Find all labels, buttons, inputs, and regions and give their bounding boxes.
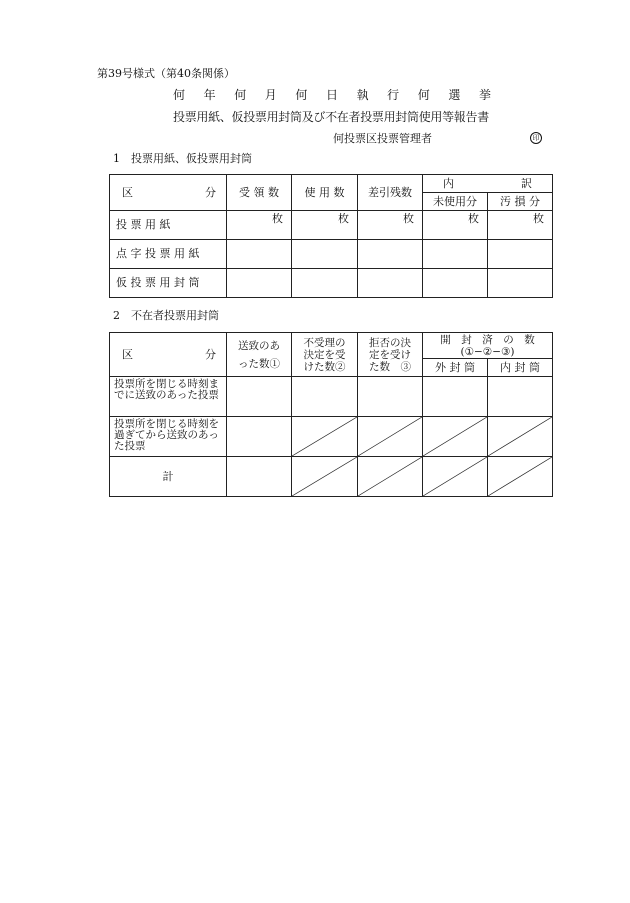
crossed-cell — [292, 417, 358, 457]
header-category-char: 区 — [122, 185, 133, 199]
election-char: 行 — [387, 88, 400, 102]
empty-cell — [423, 377, 488, 417]
empty-cell — [227, 377, 292, 417]
header-category-char: 区 — [122, 347, 133, 361]
empty-cell — [358, 240, 423, 269]
diagonal-line — [358, 457, 422, 496]
ballot-usage-table — [109, 174, 553, 298]
unit-label: 枚 — [227, 211, 292, 240]
empty-cell — [488, 240, 553, 269]
election-char: 何 — [295, 88, 308, 102]
crossed-cell — [488, 457, 553, 497]
form-number: 第39号様式（第40条関係） — [97, 67, 235, 80]
row-label: 投 票 用 紙 — [110, 211, 227, 240]
header-inner-envelope: 内 封 筒 — [488, 359, 553, 377]
crossed-cell — [423, 457, 488, 497]
diagonal-line — [358, 417, 422, 456]
diagonal-line — [488, 457, 552, 496]
election-char: 日 — [325, 88, 338, 102]
diagonal-line — [488, 417, 552, 456]
election-char: 何 — [234, 88, 247, 102]
election-char: 何 — [173, 88, 186, 102]
crossed-cell — [358, 417, 423, 457]
diagonal-line — [292, 457, 357, 496]
crossed-cell — [358, 457, 423, 497]
unit-label: 枚 — [292, 211, 358, 240]
header-received: 受 領 数 — [227, 175, 292, 211]
empty-cell — [423, 269, 488, 298]
header-opened-line: (①−②−③) — [460, 345, 515, 358]
election-char: 年 — [203, 88, 216, 102]
row-label: 投票所を閉じる時刻を過ぎてから送致のあった投票 — [110, 417, 227, 457]
header-remaining: 差引残数 — [358, 175, 423, 211]
election-char: 挙 — [478, 88, 491, 102]
empty-cell — [227, 240, 292, 269]
header-breakdown-char: 内 — [443, 176, 454, 190]
election-char: 月 — [264, 88, 277, 102]
empty-cell — [292, 269, 358, 298]
header-damaged: 汚 損 分 — [488, 193, 553, 211]
row-label: 投票所を閉じる時刻までに送致のあった投票 — [110, 377, 227, 417]
unit-label: 枚 — [358, 211, 423, 240]
unit-label: 枚 — [488, 211, 553, 240]
section2-heading: 2 不在者投票用封筒 — [113, 309, 219, 322]
election-char: 何 — [417, 88, 430, 102]
crossed-cell — [488, 417, 553, 457]
empty-cell — [292, 240, 358, 269]
election-title — [173, 88, 491, 102]
empty-cell — [292, 377, 358, 417]
diagonal-line — [292, 417, 357, 456]
header-rejected-line: 拒否の決 — [369, 336, 411, 349]
empty-cell — [358, 377, 423, 417]
unit-label: 枚 — [423, 211, 488, 240]
header-category — [110, 175, 227, 211]
manager-label: 何投票区投票管理者 — [333, 132, 432, 145]
empty-cell — [488, 269, 553, 298]
header-not-accepted — [292, 333, 358, 377]
absentee-envelope-table — [109, 332, 553, 497]
diagonal-line — [423, 417, 487, 456]
header-sent-line: 送致のあ — [238, 339, 280, 352]
crossed-cell — [423, 417, 488, 457]
header-breakdown — [423, 175, 553, 193]
header-opened — [423, 333, 553, 359]
header-unused: 未使用分 — [423, 193, 488, 211]
header-rejected-line: 定を受け — [369, 348, 411, 361]
empty-cell — [358, 269, 423, 298]
header-used: 使 用 数 — [292, 175, 358, 211]
header-category — [110, 333, 227, 377]
diagonal-line — [423, 457, 487, 496]
header-rejected — [358, 333, 423, 377]
header-category-char: 分 — [205, 347, 216, 361]
header-breakdown-char: 訳 — [521, 176, 532, 190]
header-opened-line: 開 封 済 の 数 — [440, 333, 535, 346]
empty-cell — [423, 240, 488, 269]
empty-cell — [227, 269, 292, 298]
election-char: 執 — [356, 88, 369, 102]
header-outer-envelope: 外 封 筒 — [423, 359, 488, 377]
header-not-accepted-line: けた数② — [303, 360, 346, 373]
row-label: 仮 投 票 用 封 筒 — [110, 269, 227, 298]
header-category-char: 分 — [205, 185, 216, 199]
row-label-total: 計 — [110, 457, 227, 497]
header-sent — [227, 333, 292, 377]
empty-cell — [227, 417, 292, 457]
empty-cell — [227, 457, 292, 497]
header-not-accepted-line: 決定を受 — [303, 348, 346, 361]
row-label: 点 字 投 票 用 紙 — [110, 240, 227, 269]
seal-icon: 印 — [530, 132, 542, 144]
empty-cell — [488, 377, 553, 417]
header-not-accepted-line: 不受理の — [303, 336, 346, 349]
election-char: 選 — [448, 88, 461, 102]
header-rejected-line: た数 ③ — [369, 360, 411, 373]
report-title: 投票用紙、仮投票用封筒及び不在者投票用封筒使用等報告書 — [173, 110, 489, 124]
header-sent-line: った数① — [238, 357, 280, 370]
crossed-cell — [292, 457, 358, 497]
section1-heading: 1 投票用紙、仮投票用封筒 — [113, 152, 252, 165]
